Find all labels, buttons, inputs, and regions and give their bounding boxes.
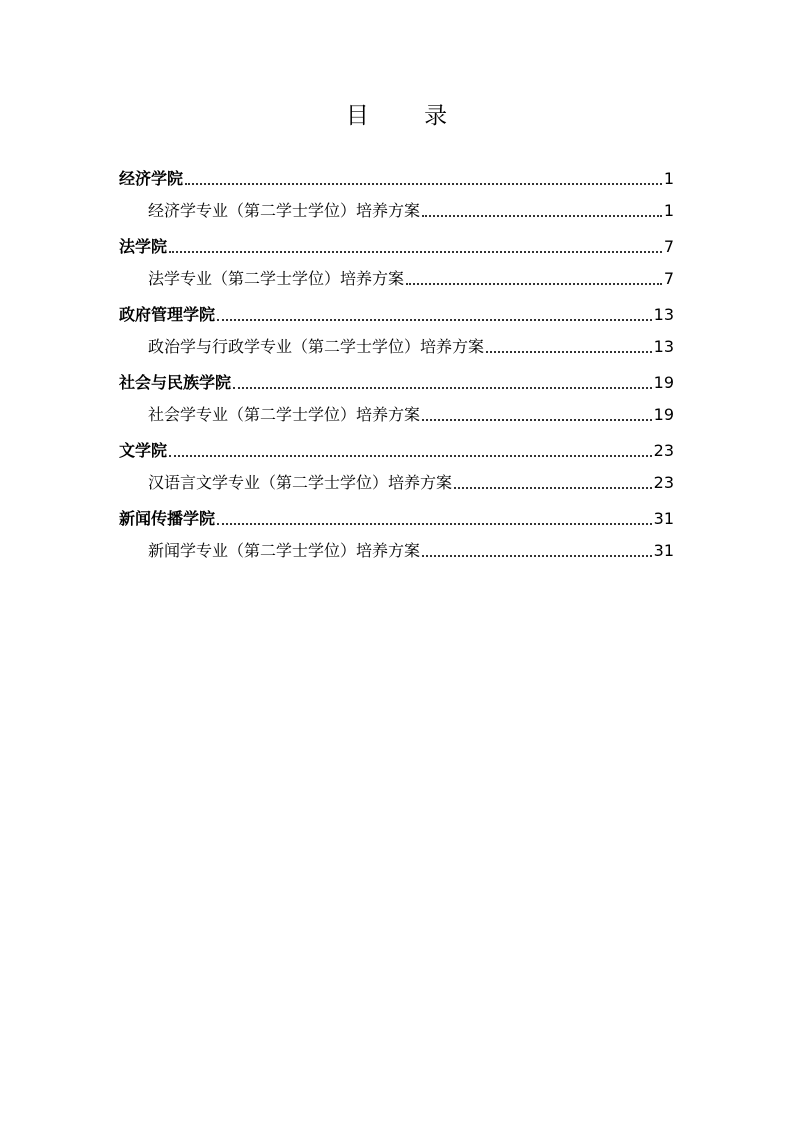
- toc-dot-leader: [486, 351, 652, 353]
- toc-page-number: 31: [653, 541, 674, 560]
- toc-entry-label: 政治学与行政学专业（第二学士学位）培养方案: [148, 337, 485, 356]
- toc-entry-school[interactable]: [119, 430, 674, 462]
- page-title: 目 录: [345, 103, 472, 129]
- toc-entry-label: 新闻传播学院: [119, 509, 216, 528]
- toc-entry-label: 法学院: [119, 237, 168, 256]
- toc-dot-leader: [185, 183, 662, 185]
- toc-entry-school[interactable]: [119, 498, 674, 530]
- toc-dot-leader: [217, 319, 652, 321]
- toc-dot-leader: [233, 387, 652, 389]
- toc-dot-leader: [422, 555, 652, 557]
- toc-entry-program[interactable]: [119, 190, 674, 226]
- toc-entry-school[interactable]: [119, 226, 674, 258]
- toc-dot-leader: [169, 251, 662, 253]
- toc-entry-label: 文学院: [119, 441, 168, 460]
- toc-entry-program[interactable]: [119, 394, 674, 430]
- toc-dot-leader: [406, 283, 662, 285]
- toc-page-number: 1: [663, 169, 674, 188]
- toc-dot-leader: [217, 523, 652, 525]
- toc-page-number: 31: [653, 509, 674, 528]
- toc-entry-label: 社会与民族学院: [119, 373, 232, 392]
- toc-entry-program[interactable]: [119, 326, 674, 362]
- toc-entry-school[interactable]: [119, 158, 674, 190]
- toc-page-number: 19: [653, 373, 674, 392]
- toc-entry-program[interactable]: [119, 462, 674, 498]
- toc-page-number: 7: [663, 237, 674, 256]
- toc-page-number: 23: [653, 473, 674, 492]
- toc-entry-label: 汉语言文学专业（第二学士学位）培养方案: [148, 473, 453, 492]
- toc-entry-school[interactable]: [119, 294, 674, 326]
- toc-dot-leader: [422, 419, 652, 421]
- table-of-contents: [119, 158, 674, 566]
- toc-entry-program[interactable]: [119, 258, 674, 294]
- toc-entry-label: 新闻学专业（第二学士学位）培养方案: [148, 541, 421, 560]
- toc-entry-label: 经济学专业（第二学士学位）培养方案: [148, 201, 421, 220]
- toc-entry-program[interactable]: [119, 530, 674, 566]
- toc-dot-leader: [454, 487, 652, 489]
- toc-dot-leader: [169, 455, 652, 457]
- toc-page-number: 19: [653, 405, 674, 424]
- toc-entry-label: 政府管理学院: [119, 305, 216, 324]
- toc-entry-label: 经济学院: [119, 169, 184, 188]
- toc-page-number: 13: [653, 305, 674, 324]
- toc-entry-label: 法学专业（第二学士学位）培养方案: [148, 269, 405, 288]
- toc-entry-school[interactable]: [119, 362, 674, 394]
- toc-page-number: 7: [663, 269, 674, 288]
- toc-page-number: 1: [663, 201, 674, 220]
- toc-dot-leader: [422, 215, 662, 217]
- toc-page-number: 23: [653, 441, 674, 460]
- toc-page-number: 13: [653, 337, 674, 356]
- toc-entry-label: 社会学专业（第二学士学位）培养方案: [148, 405, 421, 424]
